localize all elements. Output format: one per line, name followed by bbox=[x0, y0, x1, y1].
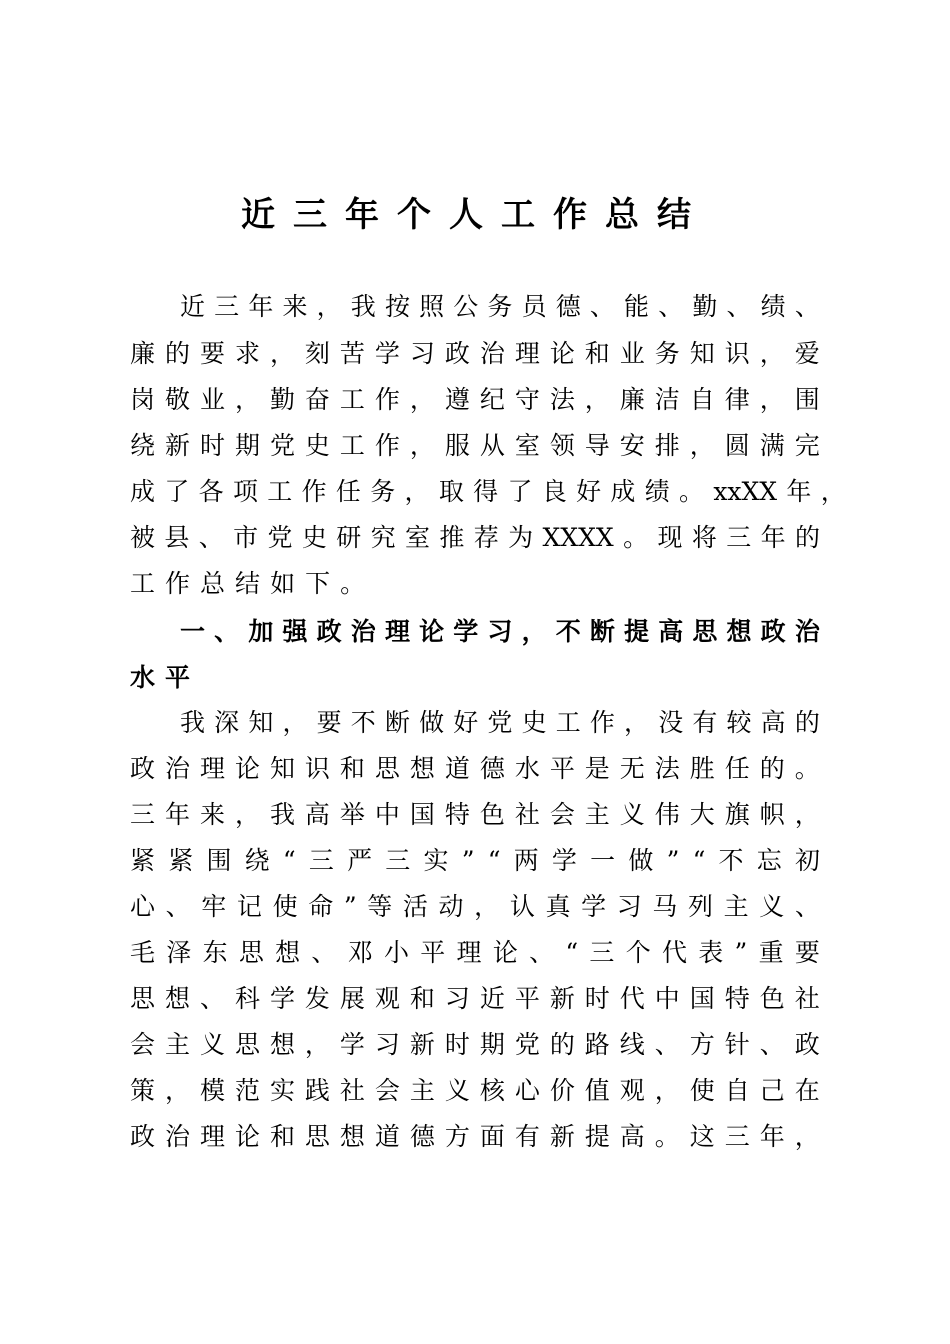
body-line: 思 想 、 科 学 发 展 观 和 习 近 平 新 时 代 中 国 特 色 社 bbox=[130, 984, 820, 1013]
body-line: 心 、 牢 记 使 命 ” 等 活 动 ， 认 真 学 习 马 列 主 义 、 bbox=[130, 892, 820, 921]
section-heading: 一 、 加 强 政 治 理 论 学 习 ， 不 断 提 高 思 想 政 治 bbox=[180, 617, 820, 646]
body-line: 成 了 各 项 工 作 任 务 ， 取 得 了 良 好 成 绩 。 xxXX 年 ， bbox=[130, 477, 846, 506]
body-line: 绕 新 时 期 党 史 工 作 ， 服 从 室 领 导 安 排 ， 圆 满 完 bbox=[130, 431, 820, 460]
body-line: 政 治 理 论 知 识 和 思 想 道 德 水 平 是 无 法 胜 任 的 。 bbox=[130, 754, 820, 783]
body-line: 近 三 年 来 ， 我 按 照 公 务 员 德 、 能 、 勤 、 绩 、 bbox=[180, 292, 820, 321]
body-line: 被 县 、 市 党 史 研 究 室 推 荐 为 XXXX 。 现 将 三 年 的 bbox=[130, 523, 820, 552]
document-title: 近三年个人工作总结 bbox=[241, 195, 709, 235]
body-line: 策 ， 模 范 实 践 社 会 主 义 核 心 价 值 观 ， 使 自 己 在 bbox=[130, 1076, 820, 1105]
body-line: 三 年 来 ， 我 高 举 中 国 特 色 社 会 主 义 伟 大 旗 帜 ， bbox=[130, 800, 820, 829]
body-line: 工 作 总 结 如 下 。 bbox=[130, 569, 366, 598]
body-line: 毛 泽 东 思 想 、 邓 小 平 理 论 、 “ 三 个 代 表 ” 重 要 bbox=[130, 938, 820, 967]
body-line: 我 深 知 ， 要 不 断 做 好 党 史 工 作 ， 没 有 较 高 的 bbox=[180, 708, 820, 737]
body-line: 岗 敬 业 ， 勤 奋 工 作 ， 遵 纪 守 法 ， 廉 洁 自 律 ， 围 bbox=[130, 385, 820, 414]
section-heading-continued: 水 平 bbox=[130, 663, 191, 692]
body-line: 会 主 义 思 想 ， 学 习 新 时 期 党 的 路 线 、 方 针 、 政 bbox=[130, 1030, 820, 1059]
body-line: 紧 紧 围 绕 “ 三 严 三 实 ” “ 两 学 一 做 ” “ 不 忘 初 bbox=[130, 846, 820, 875]
body-line: 廉 的 要 求 ， 刻 苦 学 习 政 治 理 论 和 业 务 知 识 ， 爱 bbox=[130, 339, 820, 368]
body-line: 政 治 理 论 和 思 想 道 德 方 面 有 新 提 高 。 这 三 年 ， bbox=[130, 1122, 820, 1151]
